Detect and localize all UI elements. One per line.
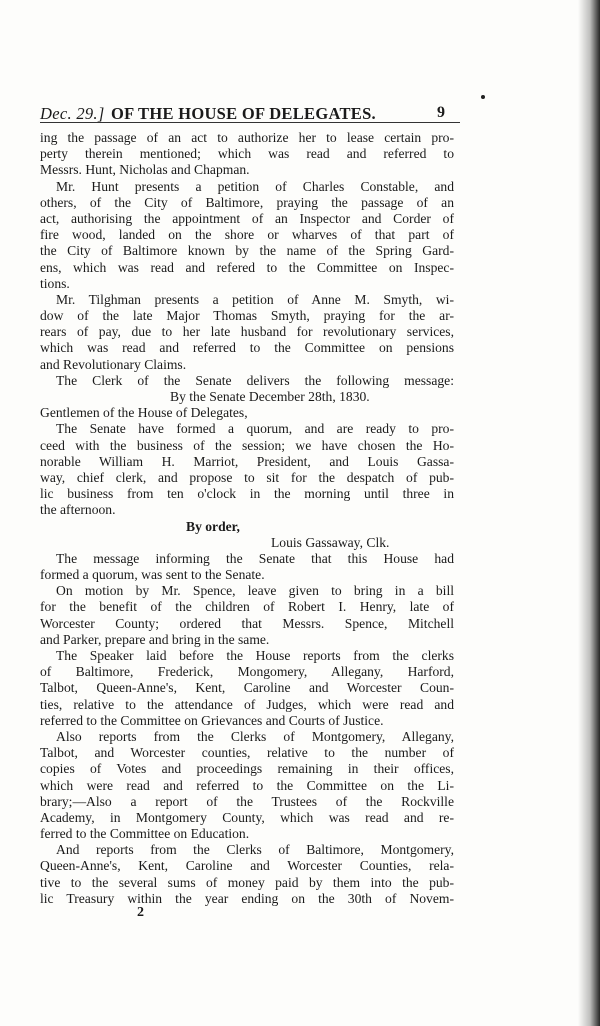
text-line: ties, relative to the attendance of Judges, which were read and <box>40 696 454 712</box>
page-number: 9 <box>437 104 445 121</box>
text-line: By the Senate December 28th, 1830. <box>170 389 370 404</box>
text-line: Talbot, and Worcester counties, relative to the number of <box>40 745 454 761</box>
text-line: lic Treasury within the year ending on the 30th of Novem- <box>40 890 454 906</box>
text-line: ceed with the business of the session; we have chosen the Ho- <box>40 437 454 453</box>
text-line: tions. <box>40 275 70 291</box>
text-line: Worcester County; ordered that Messrs. Spence, Mitchell <box>40 615 454 631</box>
text-line: Academy, in Montgomery County, which was read and re- <box>40 809 454 825</box>
text-line: Mr. Tilghman presents a petition of Anne M. Smyth, wi- <box>56 291 454 307</box>
text-line: others, of the City of Baltimore, praying the passage of an <box>40 194 454 210</box>
journal-text <box>40 130 454 907</box>
text-line: rears of pay, due to her late husband for revolutionary services, <box>40 324 454 340</box>
text-line: copies of Votes and proceedings remaining in their offices, <box>40 761 454 777</box>
ink-speck <box>481 95 485 99</box>
text-line: ferred to the Committee on Education. <box>40 826 250 842</box>
text-line: Messrs. Hunt, Nicholas and Chapman. <box>40 162 250 178</box>
text-line: and Revolutionary Claims. <box>40 356 187 372</box>
text-line: tive to the several sums of money paid by them into the pub- <box>40 874 454 890</box>
text-line: perty therein mentioned; which was read and referred to <box>40 146 454 162</box>
text-line: The message informing the Senate that this House had <box>56 550 454 566</box>
header-date: Dec. 29.] <box>40 104 105 123</box>
text-line: way, chief clerk, and propose to sit for the despatch of pub- <box>40 469 454 485</box>
text-line: ing the passage of an act to authorize her to lease certain pro- <box>40 130 454 145</box>
text-line: and Parker, prepare and bring in the same. <box>40 631 270 647</box>
text-line: of Baltimore, Frederick, Mongomery, Allegany, Harford, <box>40 664 454 680</box>
text-line: the City of Baltimore known by the name of the Spring Gard- <box>40 243 454 259</box>
text-line: By order, <box>186 518 240 534</box>
text-line: Mr. Hunt presents a petition of Charles Constable, and <box>56 178 454 194</box>
text-line: which were read and referred to the Committee on the Li- <box>40 777 454 793</box>
text-line: On motion by Mr. Spence, leave given to bring in a bill <box>56 583 454 599</box>
text-line: formed a quorum, was sent to the Senate. <box>40 567 265 583</box>
text-line: for the benefit of the children of Robert I. Henry, late of <box>40 599 454 615</box>
text-line: Talbot, Queen-Anne's, Kent, Caroline and Worcester Coun- <box>40 680 454 696</box>
signature-mark: 2 <box>137 905 144 920</box>
text-line: Also reports from the Clerks of Montgomery, Allegany, <box>56 728 454 744</box>
text-line: Louis Gassaway, Clk. <box>271 534 390 550</box>
text-line: ens, which was read and refered to the Committee on Inspec- <box>40 259 454 275</box>
text-line: referred to the Committee on Grievances and Courts of Justice. <box>40 712 384 728</box>
text-line: Queen-Anne's, Kent, Caroline and Worcester Counties, rela- <box>40 858 454 874</box>
text-line: The Speaker laid before the House reports from the clerks <box>56 648 454 663</box>
running-head <box>40 104 460 124</box>
text-line: lic business from ten o'clock in the morning until three in <box>40 486 454 502</box>
text-line: brary;—Also a report of the Trustees of the Rockville <box>40 793 454 809</box>
text-line: fire wood, landed on the shore or wharves of that part of <box>40 227 454 243</box>
text-line: which was read and referred to the Committee on pensions <box>40 340 454 356</box>
header-title: OF THE HOUSE OF DELEGATES. <box>111 104 376 123</box>
header-rule <box>40 122 460 123</box>
text-line: Gentlemen of the House of Delegates, <box>40 405 248 421</box>
text-line: act, authorising the appointment of an Inspector and Corder of <box>40 210 454 226</box>
text-line: the afternoon. <box>40 502 116 518</box>
text-line: The Senate have formed a quorum, and are ready to pro- <box>56 421 454 437</box>
text-line: And reports from the Clerks of Baltimore, Montgomery, <box>56 842 454 858</box>
text-line: norable William H. Marriot, President, and Louis Gassa- <box>40 453 454 469</box>
text-line: dow of the late Major Thomas Smyth, praying for the ar- <box>40 308 454 324</box>
text-line: The Clerk of the Senate delivers the following message: <box>56 372 454 388</box>
page-edge-shadow <box>578 0 600 1026</box>
